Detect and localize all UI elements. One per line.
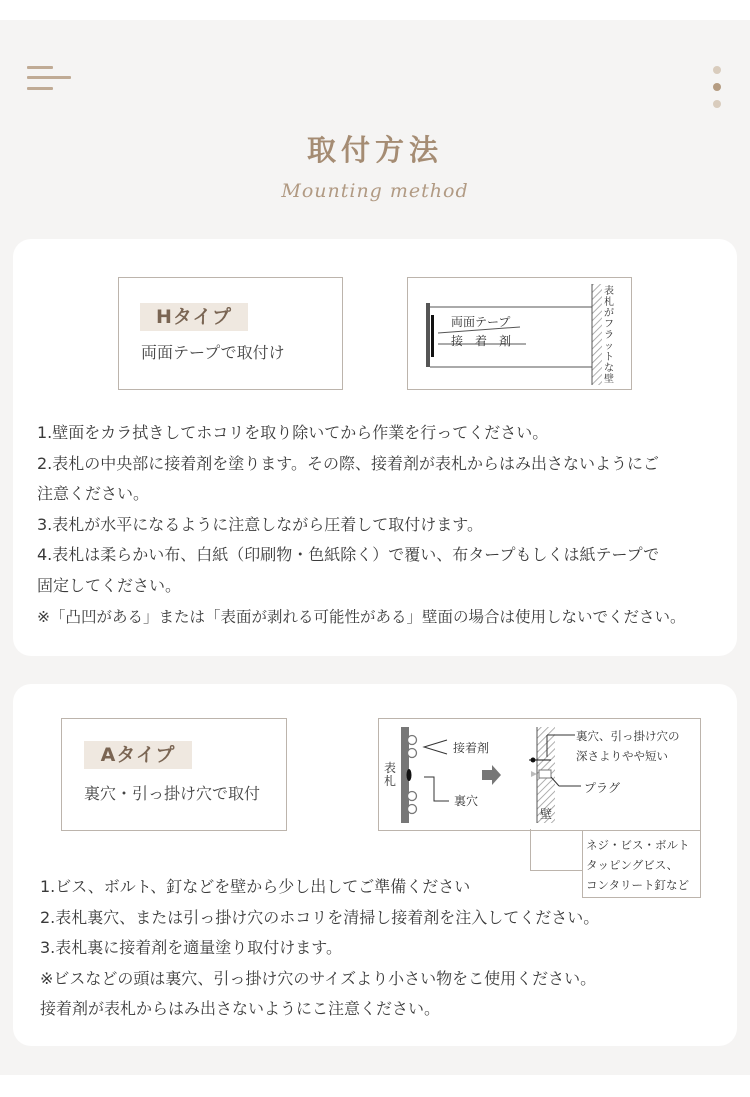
h-type-box <box>118 277 343 390</box>
depth-label-1: 裏穴、引っ掛け穴の <box>576 729 680 743</box>
h-type-diagram-graphic <box>408 278 631 389</box>
a-type-description: 裏穴・引っ掛け穴で取付 <box>84 784 261 803</box>
h-type-label: Hタイプ <box>140 303 248 331</box>
instruction-item: 固定してください。 <box>37 575 182 595</box>
plate-label: 表 札 <box>383 761 396 788</box>
wall-label: 壁 <box>540 807 553 821</box>
instruction-item: 2.表札裏穴、または引っ掛け穴のホコリを清掃し接着剤を注入してください。 <box>40 907 600 927</box>
hole-label: 裏穴 <box>454 794 479 808</box>
instruction-item: 4.表札は柔らかい布、白紙（印刷物・色紙除く）で覆い、布タープもしくは紙テープで <box>37 545 660 565</box>
screw-type-item: コンタリート釘など <box>586 878 690 892</box>
plug-label: プラグ <box>584 781 621 795</box>
instruction-item: 3.表札が水平になるように注意しながら圧着して取付けます。 <box>37 514 483 534</box>
h-type-diagram <box>407 277 632 390</box>
instruction-item: 3.表札裏に接着剤を適量塗り取付けます。 <box>40 938 342 958</box>
a-type-box <box>61 718 287 831</box>
screw-type-item: タッピングビス、 <box>586 858 679 872</box>
flat-wall-label: 表 札 が フ ラ ッ ト な 壁 <box>604 286 614 385</box>
connector-line <box>530 870 583 871</box>
screw-type-item: ネジ・ビス・ボルト <box>586 838 690 852</box>
h-type-instructions <box>37 418 686 632</box>
page-subtitle: Mounting method <box>281 180 469 202</box>
instruction-note: ※「凸凹がある」または「表面が剥れる可能性がある」壁面の場合は使用しないでください。 <box>37 607 686 626</box>
screw-types-box <box>582 830 701 898</box>
a-type-label: Aタイプ <box>84 741 192 769</box>
h-type-description: 両面テープで取付け <box>141 343 285 362</box>
page-title: 取付方法 <box>306 133 443 167</box>
adhesive-label: 接着剤 <box>453 741 490 755</box>
connector-line <box>530 829 531 871</box>
instruction-item: 2.表札の中央部に接着剤を塗ります。その際、接着剤が表札からはみ出さないようにご <box>37 453 659 473</box>
instruction-note: ※ビスなどの頭は裏穴、引っ掛け穴のサイズより小さい物をこ使用ください。 <box>40 968 597 988</box>
instruction-item: 1.ビス、ボルト、釘などを壁から少し出してご準備ください <box>40 877 471 896</box>
a-type-diagram <box>378 718 701 831</box>
hamburger-menu-icon[interactable] <box>27 66 73 94</box>
top-band <box>0 0 750 20</box>
instruction-item: 注意ください。 <box>37 484 150 504</box>
bottom-band <box>0 1075 750 1097</box>
tape-label: 両面テープ <box>451 315 511 329</box>
instruction-item: 1.壁面をカラ拭きしてホコリを取り除いてから作業を行ってください。 <box>37 423 549 442</box>
depth-label-2: 深さよりやや短い <box>576 749 668 763</box>
kebab-menu-icon[interactable] <box>708 64 728 112</box>
instruction-note: 接着剤が表札からはみ出さないようにこ注意ください。 <box>40 999 441 1019</box>
a-type-instructions <box>40 872 599 1025</box>
adhesive-label: 接 着 剤 <box>451 334 512 348</box>
